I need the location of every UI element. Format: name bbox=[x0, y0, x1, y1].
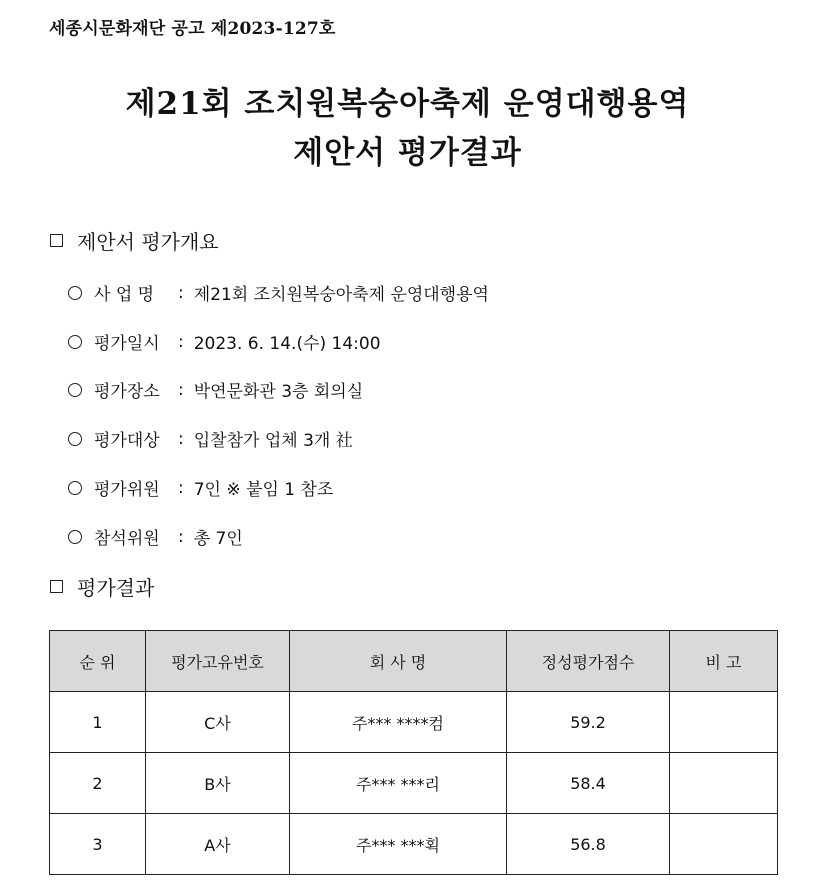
column-header-company: 회 사 명 bbox=[290, 631, 507, 692]
circle-icon bbox=[68, 286, 82, 300]
column-header-rank: 순 위 bbox=[50, 631, 146, 692]
column-header-score: 정성평가점수 bbox=[507, 631, 670, 692]
colon-separator: : bbox=[178, 477, 184, 498]
circle-icon bbox=[68, 335, 82, 349]
section-result-label: 평가결과 bbox=[77, 576, 155, 600]
overview-item-value: 7인 ※ 붙임 1 참조 bbox=[193, 480, 334, 500]
square-box-icon bbox=[50, 580, 63, 593]
circle-icon bbox=[68, 481, 82, 495]
code-cell: A사 bbox=[146, 814, 290, 875]
table-row bbox=[50, 753, 778, 814]
company-cell: 주*** ***리 bbox=[290, 753, 507, 814]
score-cell: 58.4 bbox=[507, 753, 670, 814]
overview-item-label: 평가위원 bbox=[94, 480, 160, 500]
notice-number: 세종시문화재단 공고 제2023-127호 bbox=[49, 19, 336, 39]
section-result-heading bbox=[50, 572, 154, 601]
table-row bbox=[50, 692, 778, 753]
circle-icon bbox=[68, 383, 82, 397]
overview-item-location bbox=[68, 377, 363, 402]
overview-item-committee bbox=[68, 475, 333, 500]
document-title-line1: 제21회 조치원복숭아축제 운영대행용역 bbox=[125, 86, 690, 122]
table-row bbox=[50, 814, 778, 875]
rank-cell: 3 bbox=[50, 814, 146, 875]
score-cell: 59.2 bbox=[507, 692, 670, 753]
overview-item-value: 박연문화관 3층 회의실 bbox=[193, 382, 364, 402]
table-header-row bbox=[50, 631, 778, 692]
company-cell: 주*** ****컴 bbox=[290, 692, 507, 753]
colon-separator: : bbox=[178, 331, 184, 352]
overview-item-value: 2023. 6. 14.(수) 14:00 bbox=[193, 334, 381, 354]
colon-separator: : bbox=[178, 379, 184, 400]
square-box-icon bbox=[50, 234, 63, 247]
document-title-line2: 제안서 평가결과 bbox=[293, 135, 522, 171]
note-cell bbox=[670, 692, 778, 753]
overview-item-label: 평가장소 bbox=[94, 382, 160, 402]
colon-separator: : bbox=[178, 282, 184, 303]
rank-cell: 2 bbox=[50, 753, 146, 814]
overview-item-value: 총 7인 bbox=[193, 529, 243, 549]
section-overview-heading bbox=[50, 226, 219, 255]
section-overview-label: 제안서 평가개요 bbox=[77, 230, 219, 254]
overview-item-datetime bbox=[68, 329, 381, 354]
score-cell: 56.8 bbox=[507, 814, 670, 875]
code-cell: C사 bbox=[146, 692, 290, 753]
result-table bbox=[49, 630, 778, 875]
note-cell bbox=[670, 814, 778, 875]
column-header-code: 평가고유번호 bbox=[146, 631, 290, 692]
overview-item-label: 평가일시 bbox=[94, 334, 160, 354]
company-cell: 주*** ***획 bbox=[290, 814, 507, 875]
rank-cell: 1 bbox=[50, 692, 146, 753]
code-cell: B사 bbox=[146, 753, 290, 814]
overview-item-value: 제21회 조치원복숭아축제 운영대행용역 bbox=[193, 285, 489, 305]
overview-item-value: 입찰참가 업체 3개 社 bbox=[193, 431, 353, 451]
column-header-note: 비 고 bbox=[670, 631, 778, 692]
overview-item-project bbox=[68, 280, 489, 305]
colon-separator: : bbox=[178, 526, 184, 547]
note-cell bbox=[670, 753, 778, 814]
overview-item-label: 사 업 명 bbox=[94, 285, 155, 305]
overview-item-label: 참석위원 bbox=[94, 529, 160, 549]
colon-separator: : bbox=[178, 428, 184, 449]
overview-item-target bbox=[68, 426, 353, 451]
overview-item-attendance bbox=[68, 524, 243, 549]
overview-item-label: 평가대상 bbox=[94, 431, 160, 451]
circle-icon bbox=[68, 432, 82, 446]
circle-icon bbox=[68, 530, 82, 544]
